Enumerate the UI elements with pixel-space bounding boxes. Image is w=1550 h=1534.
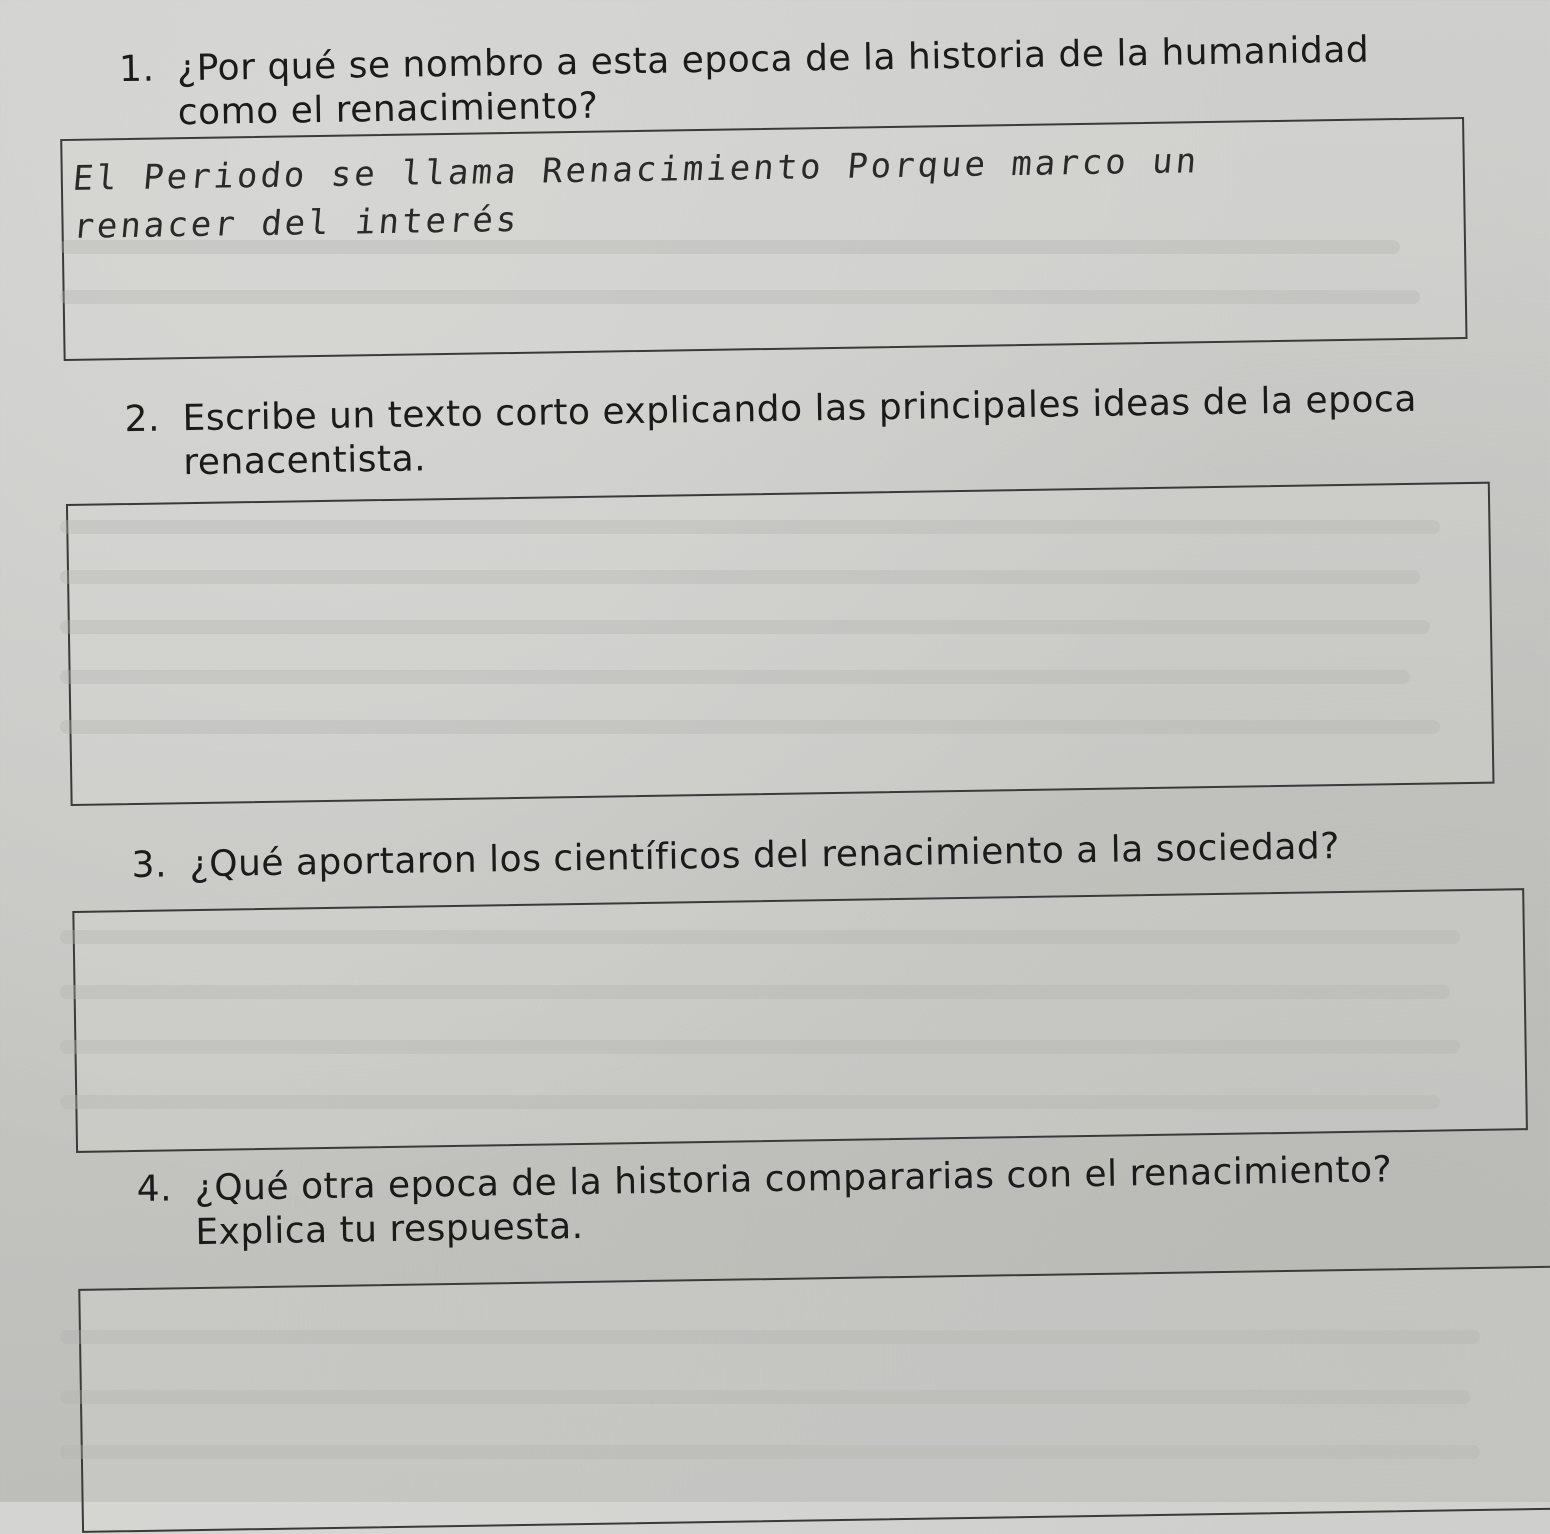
question-4-text-line2: Explica tu respuesta. [195,1205,584,1254]
question-2-text-line2: renacentista. [182,438,427,484]
answer-box-1[interactable] [60,117,1467,361]
question-4-number: 4. [136,1168,173,1210]
question-2-text-line1: Escribe un texto corto explicando las principales ideas de la epoca [182,378,1418,440]
answer-box-4[interactable] [78,1266,1550,1533]
answer-1-line2: renacer del interés [71,199,522,247]
answer-1-line1: El Periodo se llama Renacimiento Porque marco un [71,141,1202,199]
question-3-number: 3. [131,844,168,887]
question-4 [136,1148,1393,1256]
question-4-text-line1: ¿Qué otra epoca de la historia compararias con el renacimiento? [194,1149,1393,1210]
question-1-number: 1. [118,48,155,91]
question-1 [119,29,1370,137]
question-1-text-line2: como el renacimiento? [177,85,599,134]
answer-box-2[interactable] [66,482,1495,806]
answer-box-3[interactable] [72,888,1528,1153]
question-1-text-line1: ¿Por qué se nombro a esta epoca de la historia de la humanidad [176,29,1370,90]
question-3-text-line1: ¿Qué aportaron los científicos del renacimiento a la sociedad? [189,826,1341,886]
question-2 [124,378,1418,486]
question-2-number: 2. [124,398,161,441]
question-3 [131,825,1340,888]
